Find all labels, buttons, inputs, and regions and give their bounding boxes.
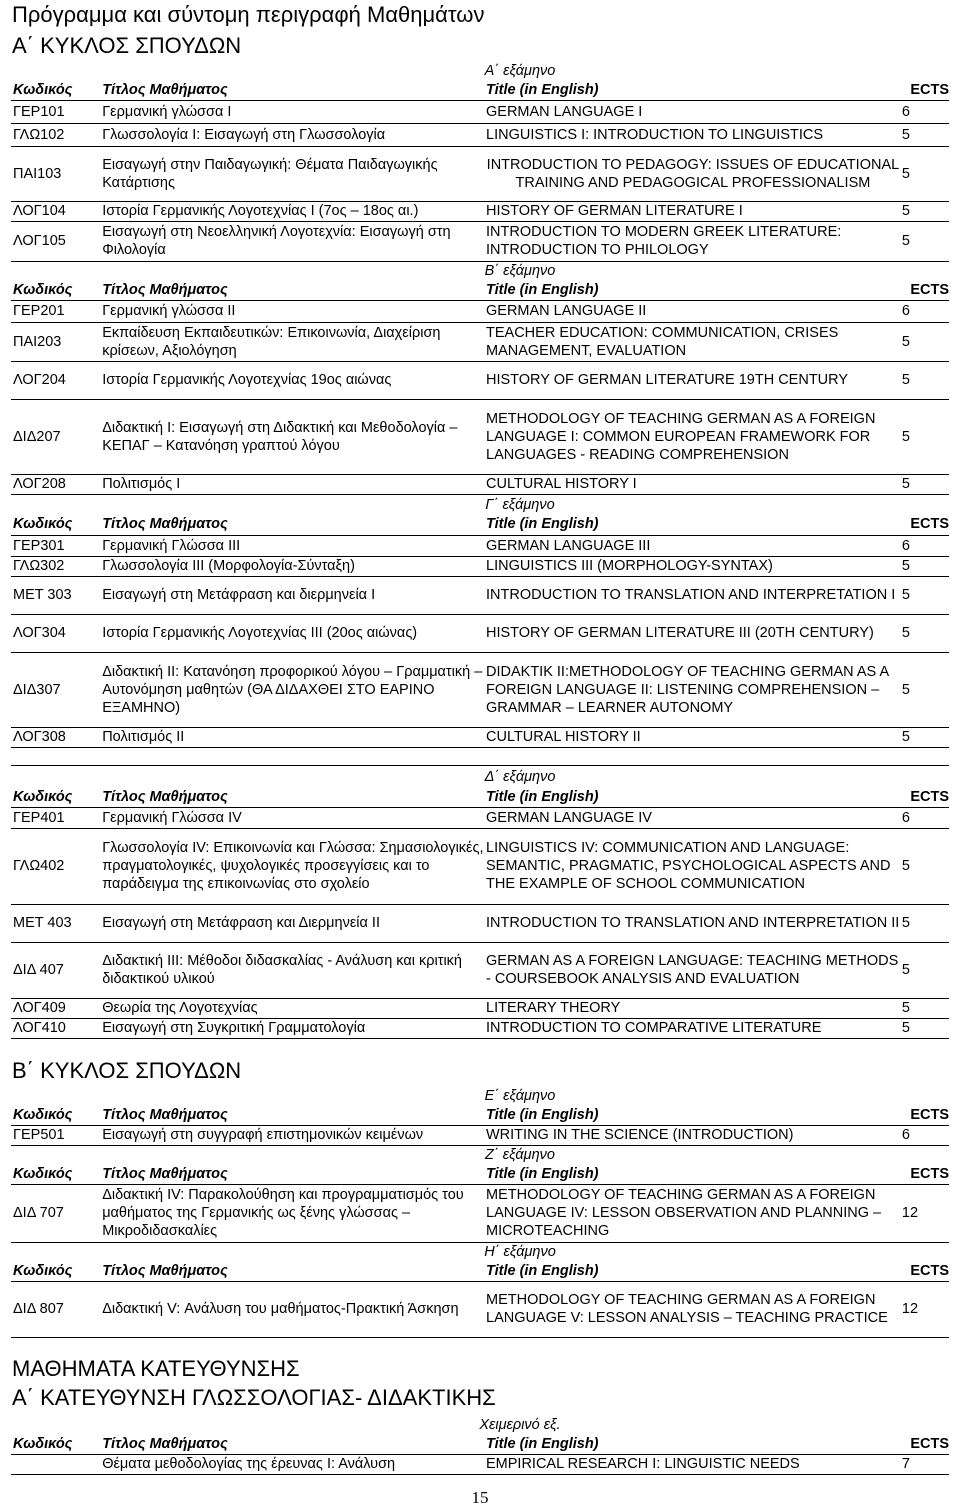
- course-title-en: HISTORY OF GERMAN LITERATURE I: [484, 201, 900, 221]
- course-title-gr: Ιστορία Γερμανικής Λογοτεχνίας Ι (7ος – 18ος αι.): [100, 201, 484, 221]
- course-title-en: METHODOLOGY OF TEACHING GERMAN AS A FOREIGN LANGUAGE V: LESSON ANALYSIS – TEACHING PRACTICE: [484, 1281, 900, 1337]
- course-code: ΛΟΓ409: [11, 998, 100, 1018]
- semester-b-label: Β΄ εξάμηνο: [484, 263, 556, 279]
- course-code: ΓΕΡ201: [11, 300, 100, 322]
- table-row: [11, 904, 949, 942]
- header-code: Κωδικός: [11, 1261, 100, 1281]
- course-title-gr: Διδακτική V: Ανάλυση του μαθήματος-Πρακτική Άσκηση: [100, 1281, 484, 1337]
- course-code: ΜΕΤ 303: [11, 576, 100, 614]
- header-code: Κωδικός: [11, 280, 100, 300]
- header-code: Κωδικός: [11, 1434, 100, 1454]
- table-row: [11, 807, 949, 828]
- header-title-en: Title (in English): [484, 787, 900, 807]
- table-row: [11, 652, 949, 727]
- table-row: [11, 556, 949, 576]
- course-code: ΓΕΡ401: [11, 807, 100, 828]
- course-ects: 5: [900, 652, 949, 727]
- course-title-gr: Γερμανική Γλώσσα ΙΙΙ: [100, 535, 484, 556]
- course-code: ΓΕΡ101: [11, 100, 100, 123]
- course-code: ΓΕΡ301: [11, 535, 100, 556]
- course-title-en: GERMAN LANGUAGE IV: [484, 807, 900, 828]
- course-title-en: GERMAN LANGUAGE III: [484, 535, 900, 556]
- course-title-en: INTRODUCTION TO PEDAGOGY: ISSUES OF EDUCATIONAL TRAINING AND PEDAGOGICAL PROFESSIONALISM: [484, 146, 900, 201]
- header-ects: ECTS: [900, 280, 949, 300]
- table-header-row: [11, 1164, 949, 1184]
- course-ects: 5: [900, 146, 949, 201]
- separator-line: [11, 765, 949, 766]
- header-title-gr: Τίτλος Μαθήματος: [100, 1105, 484, 1125]
- header-code: Κωδικός: [11, 1164, 100, 1184]
- course-title-en: GERMAN LANGUAGE I: [484, 100, 900, 123]
- semester-a-label: Α΄ εξάμηνο: [484, 63, 556, 79]
- header-title-gr: Τίτλος Μαθήματος: [100, 514, 484, 535]
- course-ects: 6: [900, 535, 949, 556]
- header-code: Κωδικός: [11, 1105, 100, 1125]
- course-title-en: WRITING IN THE SCIENCE (INTRODUCTION): [484, 1125, 900, 1145]
- header-ects: ECTS: [900, 1164, 949, 1184]
- table-row: [11, 221, 949, 261]
- table-row: [11, 361, 949, 399]
- table-row: [11, 123, 949, 146]
- course-title-en: LITERARY THEORY: [484, 998, 900, 1018]
- header-title-gr: Τίτλος Μαθήματος: [100, 1261, 484, 1281]
- course-code: ΓΕΡ501: [11, 1125, 100, 1145]
- course-ects: 12: [900, 1281, 949, 1337]
- course-code: ΠΑΙ203: [11, 322, 100, 361]
- course-title-gr: Εισαγωγή στη Μετάφραση και διερμηνεία Ι: [100, 576, 484, 614]
- course-title-en: METHODOLOGY OF TEACHING GERMAN AS A FOREIGN LANGUAGE I: COMMON EUROPEAN FRAMEWORK FOR LANGUAGES - READING COMPREHENSION: [484, 399, 900, 474]
- course-code: ΛΟΓ308: [11, 727, 100, 747]
- course-title-en: EMPIRICAL RESEARCH I: LINGUISTIC NEEDS: [484, 1454, 900, 1474]
- course-title-en: CULTURAL HISTORY II: [484, 727, 900, 747]
- table-row: [11, 100, 949, 123]
- course-title-gr: Εισαγωγή στη Συγκριτική Γραμματολογία: [100, 1018, 484, 1038]
- course-ects: 5: [900, 576, 949, 614]
- course-title-gr: Εκπαίδευση Εκπαιδευτικών: Επικοινωνία, Διαχείριση κρίσεων, Αξιολόγηση: [100, 322, 484, 361]
- course-ects: 5: [900, 399, 949, 474]
- semester-d-label: Δ΄ εξάμηνο: [484, 769, 556, 785]
- table-row: [11, 201, 949, 221]
- course-ects: 5: [900, 322, 949, 361]
- course-title-gr: Εισαγωγή στη συγγραφή επιστημονικών κειμένων: [100, 1125, 484, 1145]
- course-code: ΛΟΓ104: [11, 201, 100, 221]
- course-title-en: LINGUISTICS IV: COMMUNICATION AND LANGUAGE: SEMANTIC, PRAGMATIC, PSYCHOLOGICAL ASPECTS AND THE EXAMPLE OF SCHOOL COMMUNICATION: [484, 828, 900, 904]
- table-row: [11, 1125, 949, 1145]
- header-code: Κωδικός: [11, 80, 100, 100]
- course-ects: 5: [900, 942, 949, 998]
- header-code: Κωδικός: [11, 514, 100, 535]
- course-code: ΓΛΩ302: [11, 556, 100, 576]
- course-title-gr: Γερμανική γλώσσα Ι: [100, 100, 484, 123]
- course-ects: 5: [900, 474, 949, 494]
- course-title-gr: Θεωρία της Λογοτεχνίας: [100, 998, 484, 1018]
- course-ects: 5: [900, 556, 949, 576]
- course-code: ΛΟΓ410: [11, 1018, 100, 1038]
- course-code: ΔΙΔ 807: [11, 1281, 100, 1337]
- table-row: [11, 727, 949, 747]
- table-row: [11, 535, 949, 556]
- course-title-en: DIDAKTIK II:METHODOLOGY OF TEACHING GERMAN AS A FOREIGN LANGUAGE II: LISTENING COMPREHENSION – GRAMMAR – LEARNER AUTONOMY: [484, 652, 900, 727]
- course-ects: 5: [900, 614, 949, 652]
- course-code: ΛΟΓ204: [11, 361, 100, 399]
- semester-c-label: Γ΄ εξάμηνο: [485, 497, 555, 513]
- course-title-gr: Διδακτική Ι: Εισαγωγή στη Διδακτική και Μεθοδολογία – ΚΕΠΑΓ – Κατανόηση γραπτού λόγου: [100, 399, 484, 474]
- semester-z-label: Ζ΄ εξάμηνο: [485, 1147, 555, 1163]
- table-row: [11, 474, 949, 494]
- header-title-gr: Τίτλος Μαθήματος: [100, 280, 484, 300]
- table-header-row: [11, 1105, 949, 1125]
- table-row: [11, 1281, 949, 1337]
- table-header-row: [11, 1261, 949, 1281]
- cycle-b-heading: Β΄ ΚΥΚΛΟΣ ΣΠΟΥΔΩΝ: [12, 1058, 242, 1083]
- course-code: [11, 1454, 100, 1474]
- semester-b-table: [11, 280, 949, 495]
- table-row: [11, 1454, 949, 1474]
- header-title-en: Title (in English): [484, 1164, 900, 1184]
- table-header-row: [11, 280, 949, 300]
- page-title: Πρόγραμμα και σύντομη περιγραφή Μαθημάτων: [12, 2, 485, 27]
- course-code: ΛΟΓ208: [11, 474, 100, 494]
- course-ects: 5: [900, 904, 949, 942]
- header-title-gr: Τίτλος Μαθήματος: [100, 80, 484, 100]
- semester-h-table: [11, 1261, 949, 1338]
- course-title-en: INTRODUCTION TO TRANSLATION AND INTERPRETATION II: [484, 904, 900, 942]
- course-ects: 5: [900, 727, 949, 747]
- table-row: [11, 942, 949, 998]
- header-title-en: Title (in English): [484, 80, 900, 100]
- course-title-en: METHODOLOGY OF TEACHING GERMAN AS A FOREIGN LANGUAGE IV: LESSON OBSERVATION AND PLANNING – MICROTEACHING: [484, 1184, 900, 1242]
- course-code: ΔΙΔ 407: [11, 942, 100, 998]
- table-row: [11, 1184, 949, 1242]
- table-row: [11, 300, 949, 322]
- course-title-en: LINGUISTICS I: INTRODUCTION TO LINGUISTICS: [484, 123, 900, 146]
- course-title-gr: Γλωσσολογία IV: Επικοινωνία και Γλώσσα: Σημασιολογικές, πραγματολογικές, ψυχολογικές προσεγγίσεις και το παράδειγμα της επικοινωνίας στο σχολείο: [100, 828, 484, 904]
- course-title-gr: Θέματα μεθοδολογίας της έρευνας Ι: Ανάλυση: [100, 1454, 484, 1474]
- course-code: ΠΑΙ103: [11, 146, 100, 201]
- header-title-en: Title (in English): [484, 1434, 900, 1454]
- header-title-gr: Τίτλος Μαθήματος: [100, 1164, 484, 1184]
- table-row: [11, 614, 949, 652]
- course-ects: 5: [900, 1018, 949, 1038]
- course-code: ΛΟΓ105: [11, 221, 100, 261]
- course-title-gr: Διδακτική ΙΙ: Κατανόηση προφορικού λόγου – Γραμματική – Αυτονόμηση μαθητών (ΘΑ ΔΙΔΑΧΘΕΙ ΣΤΟ ΕΑΡΙΝΟ ΕΞΑΜΗΝΟ): [100, 652, 484, 727]
- semester-e-table: [11, 1105, 949, 1146]
- course-title-en: INTRODUCTION TO TRANSLATION AND INTERPRETATION I: [484, 576, 900, 614]
- header-code: Κωδικός: [11, 787, 100, 807]
- course-title-en: HISTORY OF GERMAN LITERATURE III (20TH CENTURY): [484, 614, 900, 652]
- course-title-en: LINGUISTICS III (MORPHOLOGY-SYNTAX): [484, 556, 900, 576]
- header-ects: ECTS: [900, 514, 949, 535]
- course-ects: 6: [900, 807, 949, 828]
- course-title-gr: Γλωσσολογία Ι: Εισαγωγή στη Γλωσσολογία: [100, 123, 484, 146]
- semester-winter-label: Χειμερινό εξ.: [479, 1417, 561, 1433]
- course-code: ΓΛΩ102: [11, 123, 100, 146]
- course-ects: 12: [900, 1184, 949, 1242]
- course-title-en: CULTURAL HISTORY I: [484, 474, 900, 494]
- course-title-en: TEACHER EDUCATION: COMMUNICATION, CRISES MANAGEMENT, EVALUATION: [484, 322, 900, 361]
- course-title-en: GERMAN LANGUAGE II: [484, 300, 900, 322]
- course-code: ΔΙΔ207: [11, 399, 100, 474]
- course-title-gr: Ιστορία Γερμανικής Λογοτεχνίας 19ος αιώνας: [100, 361, 484, 399]
- course-ects: 7: [900, 1454, 949, 1474]
- course-ects: 5: [900, 123, 949, 146]
- semester-z-table: [11, 1164, 949, 1243]
- course-title-gr: Γλωσσολογία ΙΙΙ (Μορφολογία-Σύνταξη): [100, 556, 484, 576]
- table-row: [11, 828, 949, 904]
- header-title-gr: Τίτλος Μαθήματος: [100, 1434, 484, 1454]
- table-row: [11, 998, 949, 1018]
- specialization-heading: ΜΑΘΗΜΑΤΑ ΚΑΤΕΥΘΥΝΣΗΣ: [12, 1356, 300, 1381]
- header-title-en: Title (in English): [484, 1105, 900, 1125]
- course-title-gr: Πολιτισμός Ι: [100, 474, 484, 494]
- course-title-gr: Πολιτισμός ΙΙ: [100, 727, 484, 747]
- course-title-en: INTRODUCTION TO MODERN GREEK LITERATURE: INTRODUCTION TO PHILOLOGY: [484, 221, 900, 261]
- course-title-gr: Εισαγωγή στη Νεοελληνική Λογοτεχνία: Εισαγωγή στη Φιλολογία: [100, 221, 484, 261]
- header-title-gr: Τίτλος Μαθήματος: [100, 787, 484, 807]
- table-row: [11, 146, 949, 201]
- table-header-row: [11, 1434, 949, 1454]
- semester-a-table: [11, 80, 949, 262]
- header-ects: ECTS: [900, 1434, 949, 1454]
- header-ects: ECTS: [900, 1105, 949, 1125]
- header-ects: ECTS: [900, 80, 949, 100]
- header-title-en: Title (in English): [484, 280, 900, 300]
- header-ects: ECTS: [900, 1261, 949, 1281]
- course-ects: 6: [900, 100, 949, 123]
- table-row: [11, 399, 949, 474]
- course-title-gr: Διδακτική ΙΙΙ: Μέθοδοι διδασκαλίας - Ανάλυση και κριτική διδακτικού υλικού: [100, 942, 484, 998]
- semester-c-table: [11, 514, 949, 748]
- semester-winter-table: [11, 1434, 949, 1475]
- course-ects: 5: [900, 998, 949, 1018]
- course-title-gr: Διδακτική IV: Παρακολούθηση και προγραμματισμός του μαθήματος της Γερμανικής ως ξένης γλώσσας – Μικροδιδασκαλίες: [100, 1184, 484, 1242]
- course-title-gr: Εισαγωγή στην Παιδαγωγική: Θέματα Παιδαγωγικής Κατάρτισης: [100, 146, 484, 201]
- course-code: ΓΛΩ402: [11, 828, 100, 904]
- course-code: ΜΕΤ 403: [11, 904, 100, 942]
- direction-a-heading: Α΄ ΚΑΤΕΥΘΥΝΣΗ ΓΛΩΣΣΟΛΟΓΙΑΣ- ΔΙΔΑΚΤΙΚΗΣ: [12, 1385, 496, 1410]
- course-ects: 5: [900, 361, 949, 399]
- course-title-en: GERMAN AS A FOREIGN LANGUAGE: TEACHING METHODS - COURSEBOOK ANALYSIS AND EVALUATION: [484, 942, 900, 998]
- header-title-en: Title (in English): [484, 514, 900, 535]
- course-title-gr: Γερμανική γλώσσα ΙΙ: [100, 300, 484, 322]
- table-header-row: [11, 787, 949, 807]
- header-ects: ECTS: [900, 787, 949, 807]
- semester-e-label: Ε΄ εξάμηνο: [484, 1088, 556, 1104]
- course-code: ΛΟΓ304: [11, 614, 100, 652]
- course-title-en: HISTORY OF GERMAN LITERATURE 19TH CENTURY: [484, 361, 900, 399]
- page-number: 15: [471, 1488, 489, 1507]
- course-ects: 6: [900, 1125, 949, 1145]
- course-ects: 5: [900, 201, 949, 221]
- course-ects: 5: [900, 221, 949, 261]
- course-title-gr: Εισαγωγή στη Μετάφραση και Διερμηνεία ΙΙ: [100, 904, 484, 942]
- table-header-row: [11, 514, 949, 535]
- table-row: [11, 576, 949, 614]
- semester-h-label: Η΄ εξάμηνο: [484, 1244, 556, 1260]
- semester-d-table: [11, 787, 949, 1039]
- table-header-row: [11, 80, 949, 100]
- course-code: ΔΙΔ 707: [11, 1184, 100, 1242]
- course-title-gr: Ιστορία Γερμανικής Λογοτεχνίας ΙΙΙ (20ος αιώνας): [100, 614, 484, 652]
- course-code: ΔΙΔ307: [11, 652, 100, 727]
- table-row: [11, 1018, 949, 1038]
- course-ects: 5: [900, 828, 949, 904]
- table-row: [11, 322, 949, 361]
- course-title-en: INTRODUCTION TO COMPARATIVE LITERATURE: [484, 1018, 900, 1038]
- course-ects: 6: [900, 300, 949, 322]
- course-title-gr: Γερμανική Γλώσσα IV: [100, 807, 484, 828]
- header-title-en: Title (in English): [484, 1261, 900, 1281]
- cycle-a-heading: Α΄ ΚΥΚΛΟΣ ΣΠΟΥΔΩΝ: [12, 33, 242, 58]
